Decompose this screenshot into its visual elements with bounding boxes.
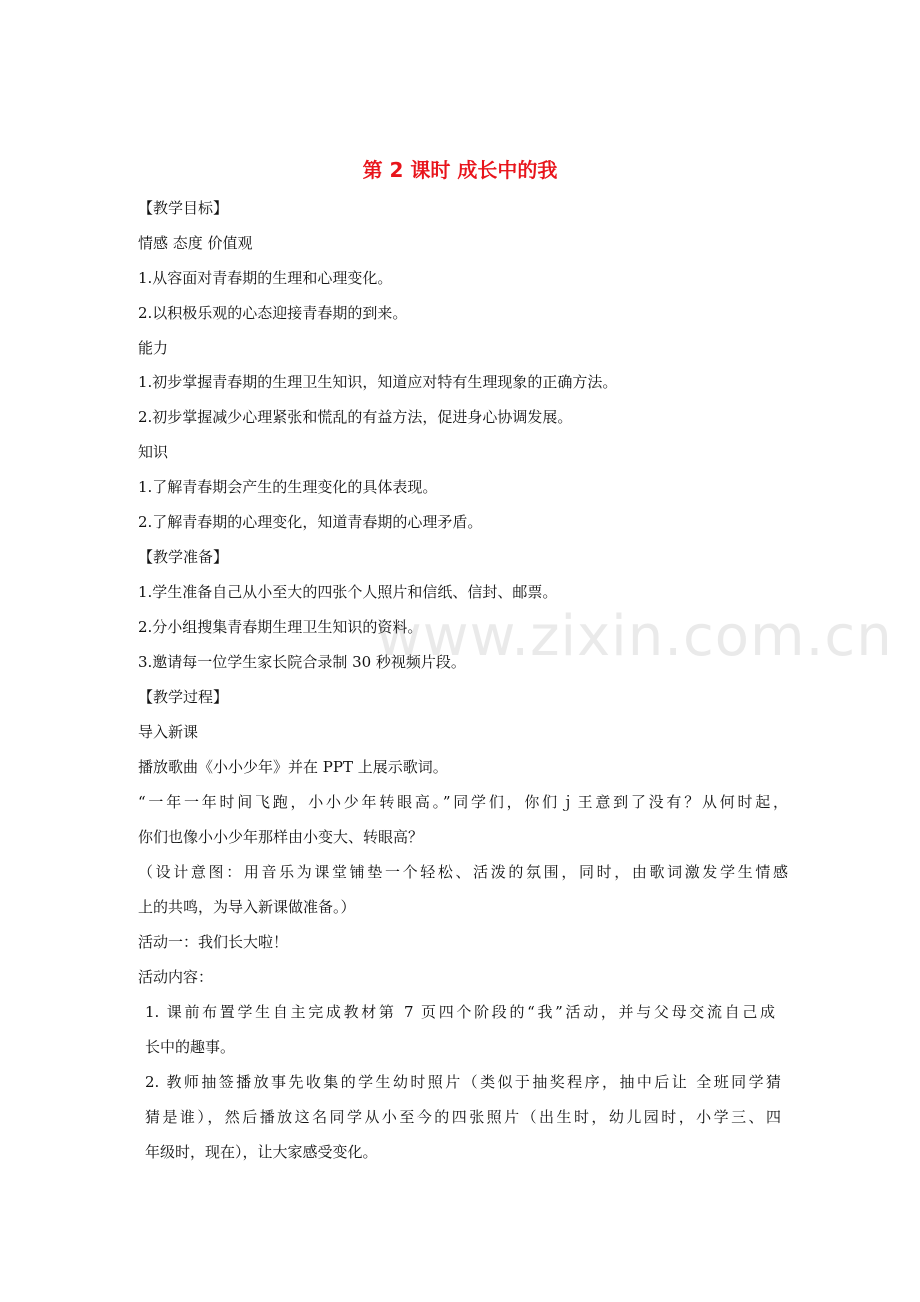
- text-line: 长中的趣事。: [145, 1038, 236, 1056]
- text-line: 1.初步掌握青春期的生理卫生知识，知道应对特有生理现象的正确方法。: [138, 373, 618, 391]
- subheading-intro: 导入新课: [138, 723, 199, 741]
- subheading-knowledge: 知识: [138, 443, 169, 461]
- text-line: （设计意图：用音乐为课堂铺垫一个轻松、活泼的氛围，同时，由歌词激发学生情感: [138, 863, 788, 881]
- text-line: 1. 课前布置学生自主完成教材第 7 页四个阶段的“我”活动，并与父母交流自己成: [145, 1003, 775, 1021]
- text-line: 1.学生准备自己从小至大的四张个人照片和信纸、信封、邮票。: [138, 583, 558, 601]
- text-line: “一年一年时间飞跑，小小少年转眼高。”同学们，你们ｊ王意到了没有？从何时起，: [138, 793, 788, 811]
- subheading-attitude: 情感 态度 价值观: [138, 234, 253, 252]
- text-line: 2.初步掌握减少心理紧张和慌乱的有益方法，促进身心协调发展。: [138, 408, 573, 426]
- text-line: 2.以积极乐观的心态迎接青春期的到来。: [138, 304, 408, 322]
- text-line: 年级时，现在），让大家感受变化。: [145, 1143, 378, 1161]
- text-line: 2.了解青春期的心理变化，知道青春期的心理矛盾。: [138, 513, 483, 531]
- subheading-activity-content: 活动内容：: [138, 968, 214, 986]
- subheading-ability: 能力: [138, 339, 169, 357]
- text-line: 猜是谁），然后播放这名同学从小至今的四张照片（出生时，幼儿园时，小学三、四: [145, 1108, 781, 1126]
- text-line: 2. 教师抽签播放事先收集的学生幼时照片（类似于抽奖程序，抽中后让 全班同学猜: [145, 1073, 781, 1091]
- watermark: www.zixin.com.cn: [376, 604, 893, 669]
- subheading-activity-one: 活动一：我们长大啦！: [138, 933, 289, 951]
- text-line: 上的共鸣，为导入新课做准备。）: [138, 898, 356, 916]
- text-line: 你们也像小小少年那样由小变大、转眼高？: [138, 828, 424, 846]
- section-heading-objectives: 【教学目标】: [138, 199, 229, 217]
- text-line: 3.邀请每一位学生家长院合录制 30 秒视频片段。: [138, 653, 466, 671]
- section-heading-preparation: 【教学准备】: [138, 548, 229, 566]
- text-line: 1.从容面对青春期的生理和心理变化。: [138, 269, 393, 287]
- section-heading-process: 【教学过程】: [138, 688, 229, 706]
- text-line: 播放歌曲《小小少年》并在 PPT 上展示歌词。: [138, 758, 448, 776]
- text-line: 2.分小组搜集青春期生理卫生知识的资料。: [138, 618, 423, 636]
- page-title: 第 2 课时 成长中的我: [362, 158, 558, 182]
- text-line: 1.了解青春期会产生的生理变化的具体表现。: [138, 478, 438, 496]
